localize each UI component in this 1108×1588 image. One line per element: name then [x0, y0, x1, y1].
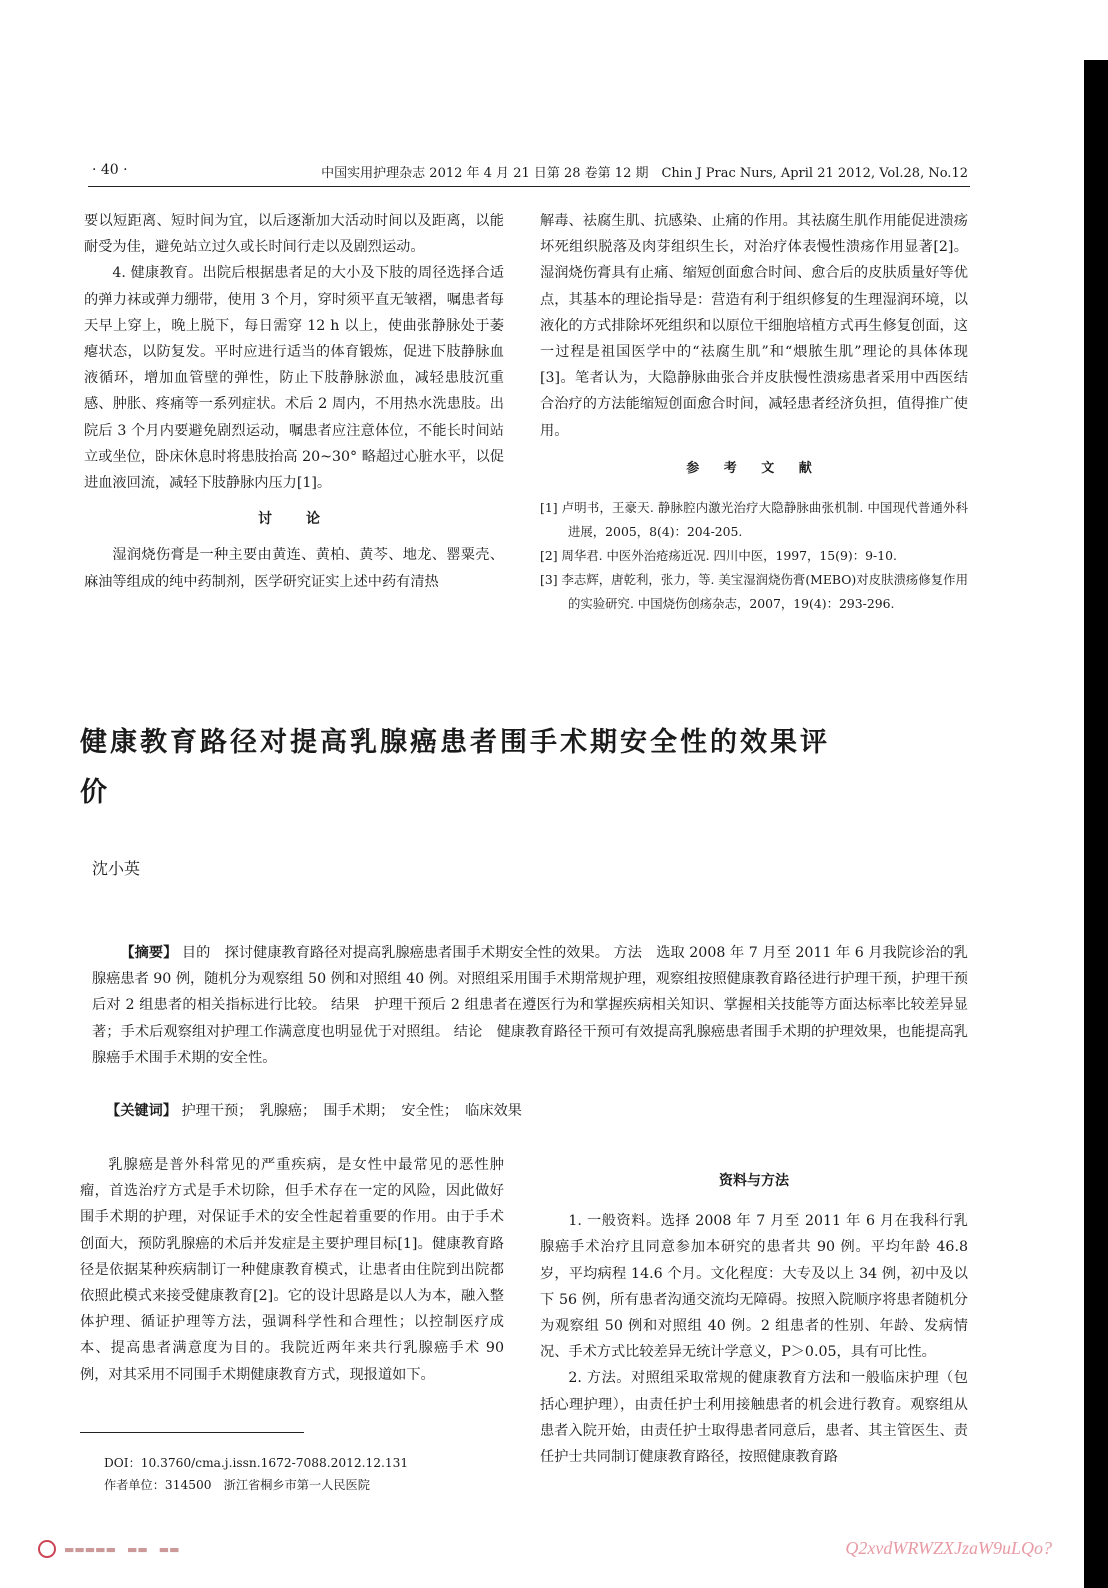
references-heading: 参 考 文 献	[686, 460, 822, 476]
reference-item: [2] 周华君. 中医外治疮疡近况. 四川中医，1997，15(9)：9-10.	[540, 548, 897, 564]
abstract-text: 目的 探讨健康教育路径对提高乳腺癌患者围手术期安全性的效果。 方法 选取 2008 年 7 月至 2011 年 6 月我院诊治的乳腺癌患者 90 例，随机分为观察组 50 例和对照组 40 例。对照组采用围手术期常规护理，观察组按照健康教育路径进行护理干预，护理干预后对 2 组患者的相关指标进行比较。 结果 护理干预后 2 组患者在遵医行为和掌握疾病相关知识、掌握相关技能等方面达标率比较差异显著；手术后观察组对护理工作满意度也明显优于对照组。 结论 健康教育路径干预可有效提高乳腺癌患者围手术期的护理效果，也能提高乳腺癌手术围手术期的安全性。	[92, 945, 968, 1066]
discussion-continued: 解毒、祛腐生肌、抗感染、止痛的作用。其祛腐生肌作用能促进溃疡坏死组织脱落及肉芽组织生长，对治疗体表慢性溃疡作用显著[2]。湿润烧伤膏具有止痛、缩短创面愈合时间、愈合后的皮肤质量好等优点，其基本的理论指导是：营造有利于组织修复的生理湿润环境，以液化的方式排除坏死组织和以原位干细胞培植方式再生修复创面，这一过程是祖国医学中的“祛腐生肌”和“煨脓生肌”理论的具体体现[3]。笔者认为，大隐静脉曲张合并皮肤慢性溃疡患者采用中西医结合治疗的方法能缩短创面愈合时间，减轻患者经济负担，值得推广使用。	[540, 213, 968, 439]
publisher-logo	[38, 1540, 180, 1558]
methods-paragraph: 1. 一般资料。选择 2008 年 7 月至 2011 年 6 月在我科行乳腺癌手术治疗且同意参加本研究的患者共 90 例。平均年龄 46.8 岁，平均病程 14.6 个月。文化程度：大专及以上 34 例，初中及以下 56 例，所有患者沟通交流均无障碍。按照入院顺序将患者随机分为观察组 50 例和对照组 40 例。2 组患者的性别、年龄、发病情况、手术方式比较差异无统计学意义，P＞0.05，具有可比性。	[540, 1213, 968, 1361]
prev-article-left-column	[84, 208, 504, 595]
doi: DOI：10.3760/cma.j.issn.1672-7088.2012.12.131	[104, 1456, 409, 1470]
prev-article-right-column	[540, 208, 968, 616]
methods-heading: 资料与方法	[719, 1173, 789, 1189]
keywords-text: 护理干预； 乳腺癌； 围手术期； 安全性； 临床效果	[181, 1103, 522, 1119]
prev-paragraph: 要以短距离、短时间为宜，以后逐渐加大活动时间以及距离，以能耐受为佳，避免站立过久或长时间行走以及剧烈运动。	[84, 213, 504, 256]
publisher-seal-icon	[38, 1540, 56, 1558]
article-author: 沈小英	[92, 859, 141, 878]
discussion-heading: 讨 论	[258, 511, 330, 528]
keywords-label: 【关键词】	[106, 1103, 177, 1119]
page-header	[92, 162, 968, 184]
page-number: · 40 ·	[92, 162, 128, 178]
watermark-code: Q2xvdWRWZXJzaW9uLQo?	[845, 1538, 1052, 1558]
scan-edge-bar	[1084, 60, 1108, 1588]
article-title: 健康教育路径对提高乳腺癌患者围手术期安全性的效果评价	[80, 727, 830, 808]
publisher-logo-mark: ▬▬▬▬▬ ▬▬ ▬▬	[64, 1543, 180, 1556]
reference-list	[540, 496, 968, 616]
header-rule	[88, 186, 970, 187]
affiliation: 作者单位：314500 浙江省桐乡市第一人民医院	[104, 1478, 370, 1492]
abstract-label: 【摘要】	[120, 945, 178, 961]
reference-item: [3] 李志辉，唐乾利，张力，等. 美宝湿润烧伤膏(MEBO)对皮肤溃疡修复作用的实验研究. 中国烧伤创疡杂志，2007，19(4)：293-296.	[540, 572, 968, 612]
article-right-column	[540, 1168, 968, 1470]
keywords	[106, 1100, 522, 1120]
footnote	[104, 1452, 408, 1496]
discussion-paragraph: 湿润烧伤膏是一种主要由黄连、黄柏、黄芩、地龙、罂粟壳、麻油等组成的纯中药制剂，医学研究证实上述中药有清热	[84, 547, 504, 590]
reference-item: [1] 卢明书，王豪天. 静脉腔内激光治疗大隐静脉曲张机制. 中国现代普通外科进展，2005，8(4)：204-205.	[540, 500, 968, 540]
methods-paragraph: 2. 方法。对照组采取常规的健康教育方法和一般临床护理（包括心理护理），由责任护士利用接触患者的机会进行教育。观察组从患者入院开始，由责任护士取得患者同意后，患者、其主管医生、责任护士共同制订健康教育路径，按照健康教育路	[540, 1370, 968, 1466]
intro-paragraph: 乳腺癌是普外科常见的严重疾病，是女性中最常见的恶性肿瘤，首选治疗方式是手术切除，但手术存在一定的风险，因此做好围手术期的护理，对保证手术的安全性起着重要的作用。由于手术创面大，预防乳腺癌的术后并发症是主要护理目标[1]。健康教育路径是依据某种疾病制订一种健康教育模式，让患者由住院到出院都依照此模式来接受健康教育[2]。它的设计思路是以人为本，融入整体护理、循证护理等方法，强调科学性和合理性；以控制医疗成本、提高患者满意度为目的。我院近两年来共行乳腺癌手术 90 例，对其采用不同围手术期健康教育方式，现报道如下。	[80, 1157, 504, 1383]
running-head: 中国实用护理杂志 2012 年 4 月 21 日第 28 卷第 12 期 Chin J Prac Nurs, April 21 2012, Vol.28, No.12	[321, 166, 968, 181]
footnote-rule	[80, 1432, 304, 1433]
abstract	[92, 940, 968, 1071]
prev-paragraph: 4. 健康教育。出院后根据患者足的大小及下肢的周径选择合适的弹力袜或弹力绷带，使用 3 个月，穿时须平直无皱褶，嘱患者每天早上穿上，晚上脱下，每日需穿 12 h 以上，使曲张静脉处于萎瘪状态，以防复发。平时应进行适当的体育锻炼，促进下肢静脉血液循环，增加血管壁的弹性，防止下肢静脉淤血，减轻患肢沉重感、肿胀、疼痛等一系列症状。术后 2 周内，不用热水洗患肢。出院后 3 个月内要避免剧烈运动，嘱患者应注意体位，不能长时间站立或坐位，卧床休息时将患肢抬高 20~30° 略超过心脏水平，以促进血液回流，减轻下肢静脉内压力[1]。	[84, 265, 504, 492]
article-left-column	[80, 1152, 504, 1388]
